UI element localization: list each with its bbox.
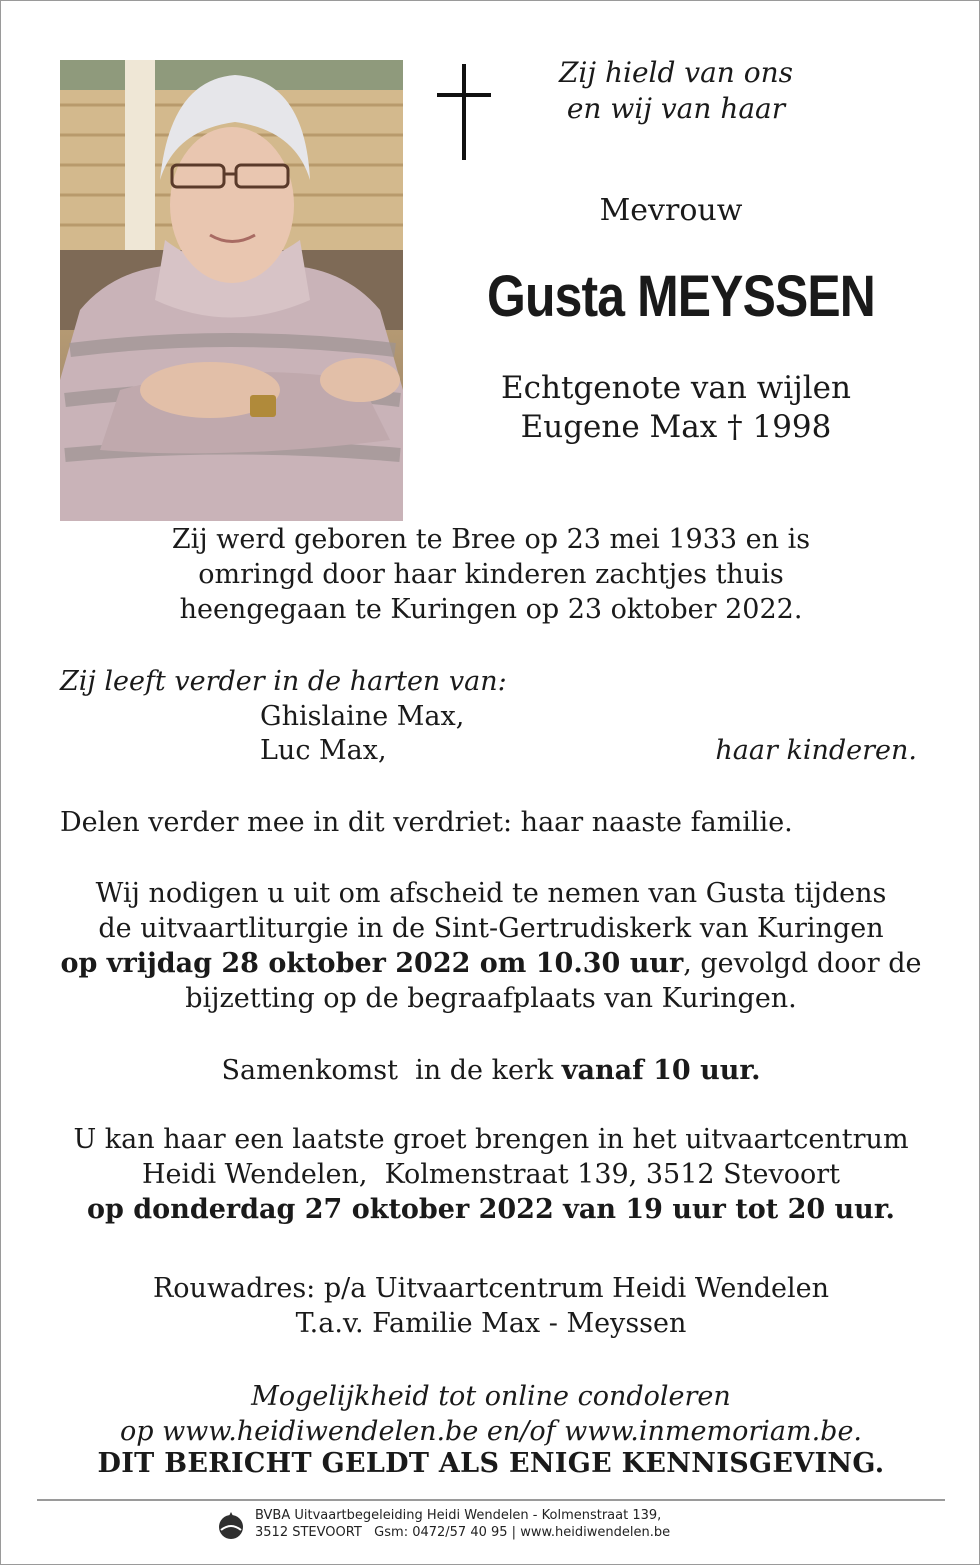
mourning-line-1: Rouwadres: p/a Uitvaartcentrum Heidi Wendelen xyxy=(152,1273,830,1304)
footer-line-2: 3512 STEVOORT Gsm: 0472/57 40 95 | www.heidiwendelen.be xyxy=(255,1525,671,1540)
invite-line-4: bijzetting op de begraafplaats van Kuringen. xyxy=(185,983,797,1014)
spouse-line-2: Eugene Max † 1998 xyxy=(520,409,832,445)
visitation-line-1: U kan haar een laatste groet brengen in het uitvaartcentrum xyxy=(73,1124,909,1155)
official-notice: DIT BERICHT GELDT ALS ENIGE KENNISGEVING. xyxy=(97,1448,885,1479)
verse-line-1: Zij hield van ons xyxy=(558,56,794,89)
meeting-text: Samenkomst in de kerk xyxy=(221,1055,562,1086)
verse-line-2: en wij van haar xyxy=(566,92,786,125)
children-relation: haar kinderen. xyxy=(715,735,917,766)
invite-line-2: de uitvaartliturgie in de Sint-Gertrudiskerk van Kuringen xyxy=(98,913,884,944)
visitation-line-2: Heidi Wendelen, Kolmenstraat 139, 3512 Stevoort xyxy=(142,1159,840,1190)
birth-line-3: heengegaan te Kuringen op 23 oktober 2022. xyxy=(179,594,803,625)
funeral-invitation xyxy=(41,876,941,1016)
cross-icon xyxy=(434,64,494,160)
spouse-info xyxy=(441,369,911,447)
child-name-2: Luc Max, xyxy=(260,735,387,766)
funeral-home-logo-icon xyxy=(216,1510,246,1540)
meeting-info xyxy=(41,1053,941,1088)
birth-line-1: Zij werd geboren te Bree op 23 mei 1933 en is xyxy=(171,524,811,555)
footer-divider xyxy=(37,1499,945,1501)
mourning-address xyxy=(41,1271,941,1341)
portrait-photo xyxy=(60,60,403,521)
invite-line-3 xyxy=(41,946,941,981)
online-line-1: Mogelijkheid tot online condoleren xyxy=(251,1381,731,1412)
footer-contact xyxy=(255,1507,815,1541)
funeral-date: op vrijdag 28 oktober 2022 om 10.30 uur xyxy=(60,948,684,979)
portrait-illustration xyxy=(60,60,403,521)
family-line: Delen verder mee in dit verdriet: haar naaste familie. xyxy=(60,807,793,838)
child-name-1: Ghislaine Max, xyxy=(260,701,465,732)
mourning-line-2: T.a.v. Familie Max - Meyssen xyxy=(295,1308,687,1339)
visitation-line-3 xyxy=(41,1192,941,1227)
invite-line-1: Wij nodigen u uit om afscheid te nemen van Gusta tijdens xyxy=(95,878,887,909)
survivors-intro: Zij leeft verder in de harten van: xyxy=(60,666,507,697)
meeting-time: vanaf 10 uur. xyxy=(561,1055,761,1086)
visitation-info xyxy=(41,1122,941,1227)
invite-line-3-rest: , gevolgd door de xyxy=(683,948,922,979)
visitation-date: op donderdag 27 oktober 2022 van 19 uur tot 20 uur. xyxy=(87,1194,895,1225)
honorific: Mevrouw xyxy=(599,193,743,228)
footer-line-1: BVBA Uitvaartbegeleiding Heidi Wendelen - Kolmenstraat 139, xyxy=(255,1508,662,1523)
spouse-line-1: Echtgenote van wijlen xyxy=(501,370,851,406)
online-condolence xyxy=(41,1379,941,1449)
deceased-name: Gusta MEYSSEN xyxy=(487,264,875,329)
birth-death-text xyxy=(41,522,941,627)
online-line-2: op www.heidiwendelen.be en/of www.inmemoriam.be. xyxy=(119,1416,863,1447)
verse xyxy=(521,55,831,127)
birth-line-2: omringd door haar kinderen zachtjes thuis xyxy=(198,559,784,590)
